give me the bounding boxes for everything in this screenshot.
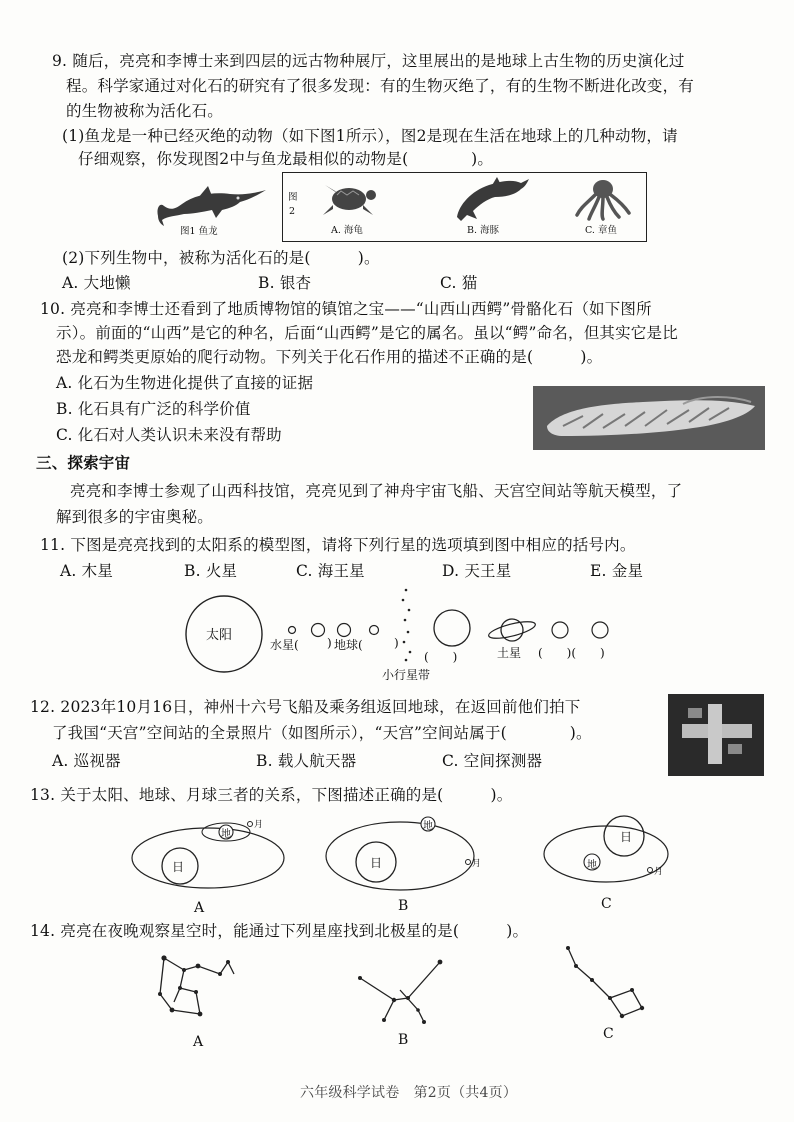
q13-a-earth: 地	[221, 829, 231, 840]
q9-line2: 程。科学家通过对化石的研究有了很多发现：有的生物灭绝了，有的生物不断进化改变，有	[66, 77, 695, 95]
q12-line2: 了我国“天宫”空间站的全景照片（如图所示），“天宫”空间站属于( )。	[52, 724, 592, 742]
neptune-circle	[592, 622, 608, 638]
constellation-b	[360, 962, 440, 1022]
q12-opt-a: A. 巡视器	[52, 752, 121, 770]
section3-intro1: 亮亮和李博士参观了山西科技馆，亮亮见到了神舟宇宙飞船、天宫空间站等航天模型，了	[70, 482, 683, 500]
q9-line3: 的生物被称为活化石。	[66, 102, 224, 120]
q13-stem: 13. 关于太阳、地球、月球三者的关系，下图描述正确的是( )。	[30, 786, 513, 804]
q13-b-sun: 日	[370, 856, 383, 870]
q13-label-a: A	[194, 900, 205, 916]
mars-circle	[370, 626, 379, 635]
mercury-label: 水星(	[270, 638, 299, 652]
q12-opt-b: B. 载人航天器	[256, 752, 357, 770]
q14-stem: 14. 亮亮在夜晚观察星空时，能通过下列星座找到北极星的是( )。	[30, 922, 529, 940]
tiangong-photo	[668, 694, 764, 776]
q12-line1: 12. 2023年10月16日，神州十六号飞船及乘务组返回地球，在返回前他们拍下	[30, 698, 581, 716]
q10-opt-c: C. 化石对人类认识未来没有帮助	[56, 426, 282, 444]
dolphin-icon	[451, 175, 531, 223]
q14-label-c: C	[603, 1026, 614, 1042]
q13-b-earth: 地	[423, 821, 433, 832]
q11-opt-c: C. 海王星	[296, 562, 365, 580]
mercury-blank-close: )	[327, 636, 332, 650]
option-c-diagram	[544, 816, 668, 882]
sea-turtle-icon	[319, 179, 379, 221]
q14-label-b: B	[398, 1032, 409, 1048]
q13-c-moon: 月	[654, 867, 664, 877]
page-footer: 六年级科学试卷 第2页（共4页）	[300, 1085, 518, 1101]
q11-opt-a: A. 木星	[60, 562, 114, 580]
skeleton-fossil-icon	[533, 386, 765, 450]
constellation-c-stars	[566, 946, 644, 1018]
asteroid-belt-label: 小行星带	[382, 668, 431, 682]
q9-sub1-line1: (1)鱼龙是一种已经灭绝的动物（如下图1所示），图2是现在生活在地球上的几种动物，请	[62, 127, 678, 145]
q13-a-moon: 月	[254, 820, 264, 830]
saturn-ring	[487, 618, 536, 641]
space-station-icon	[668, 694, 764, 776]
q13-c-earth: 地	[587, 860, 597, 871]
fossil-photo	[533, 386, 765, 450]
q10-line3: 恐龙和鳄类更原始的爬行动物。下列关于化石作用的描述不正确的是( )。	[56, 348, 603, 366]
fig2-label-top: 图	[288, 192, 298, 203]
constellation-diagram	[150, 944, 660, 1034]
ichthyosaur-icon	[152, 180, 270, 230]
q10-line2: 示）。前面的“山西”是它的种名，后面“山西鳄”是它的属名。虽以“鳄”命名，但其实它是比	[56, 324, 678, 342]
animal-b-caption: B. 海豚	[467, 225, 500, 236]
q10-opt-a: A. 化石为生物进化提供了直接的证据	[56, 374, 314, 392]
uranus-circle	[552, 622, 568, 638]
constellation-c	[568, 948, 642, 1016]
q11-stem: 11. 下图是亮亮找到的太阳系的模型图，请将下列行星的选项填到图中相应的括号内。	[40, 536, 636, 554]
fig2-label-bottom: 2	[289, 206, 296, 217]
mercury-circle	[289, 627, 296, 634]
q11-opt-d: D. 天王星	[442, 562, 512, 580]
sun-earth-moon-diagram	[126, 810, 686, 906]
earth-label: 地球(	[334, 638, 363, 652]
fig2-box	[282, 172, 647, 242]
option-b-diagram	[326, 817, 474, 890]
sun-label: 太阳	[206, 628, 233, 643]
q9-line1: 9. 随后，亮亮和李博士来到四层的远古物种展厅，这里展出的是地球上古生物的历史演化过	[52, 52, 685, 70]
animal-c-caption: C. 章鱼	[585, 225, 617, 236]
q9-opt-b: B. 银杏	[258, 274, 312, 292]
q11-opt-b: B. 火星	[184, 562, 238, 580]
q13-a-sun: 日	[172, 860, 185, 874]
section3-intro2: 解到很多的宇宙奥秘。	[56, 508, 214, 526]
q9-opt-c: C. 猫	[440, 274, 478, 292]
q9-opt-a: A. 大地懒	[62, 274, 131, 292]
section3-title: 三、探索宇宙	[36, 453, 131, 472]
q13-label-c: C	[601, 896, 612, 912]
q13-label-b: B	[398, 898, 409, 914]
q11-opt-e: E. 金星	[590, 562, 644, 580]
earth-blank-close: )	[394, 636, 399, 650]
q9-sub1-line2: 仔细观察，你发现图2中与鱼龙最相似的动物是( )。	[78, 150, 494, 168]
q13-b-moon: 月	[472, 859, 482, 869]
constellation-a-stars	[158, 955, 230, 1016]
q9-sub2: (2)下列生物中，被称为活化石的是( )。	[62, 249, 380, 267]
fig1-caption: 图1 鱼龙	[180, 226, 218, 237]
saturn-label: 土星	[497, 646, 522, 660]
animal-a-caption: A. 海龟	[331, 225, 363, 236]
option-a-diagram	[132, 822, 284, 889]
mars-blank: ( )	[424, 650, 458, 664]
q12-opt-c: C. 空间探测器	[442, 752, 543, 770]
q10-line1: 10. 亮亮和李博士还看到了地质博物馆的镇馆之宝——“山西山西鳄”骨骼化石（如下图所	[40, 300, 652, 318]
constellation-b-stars	[358, 960, 442, 1024]
jupiter-circle	[434, 610, 470, 646]
outer-planets-blanks: ( )( )	[538, 646, 605, 660]
asteroid-belt-dots	[402, 589, 412, 662]
venus-circle	[312, 624, 325, 637]
q10-opt-b: B. 化石具有广泛的科学价值	[56, 400, 251, 418]
q13-c-sun: 日	[620, 830, 633, 844]
octopus-icon	[573, 177, 633, 221]
earth-circle	[338, 624, 351, 637]
ichthyosaur-figure	[152, 180, 270, 242]
q14-label-a: A	[193, 1034, 204, 1050]
